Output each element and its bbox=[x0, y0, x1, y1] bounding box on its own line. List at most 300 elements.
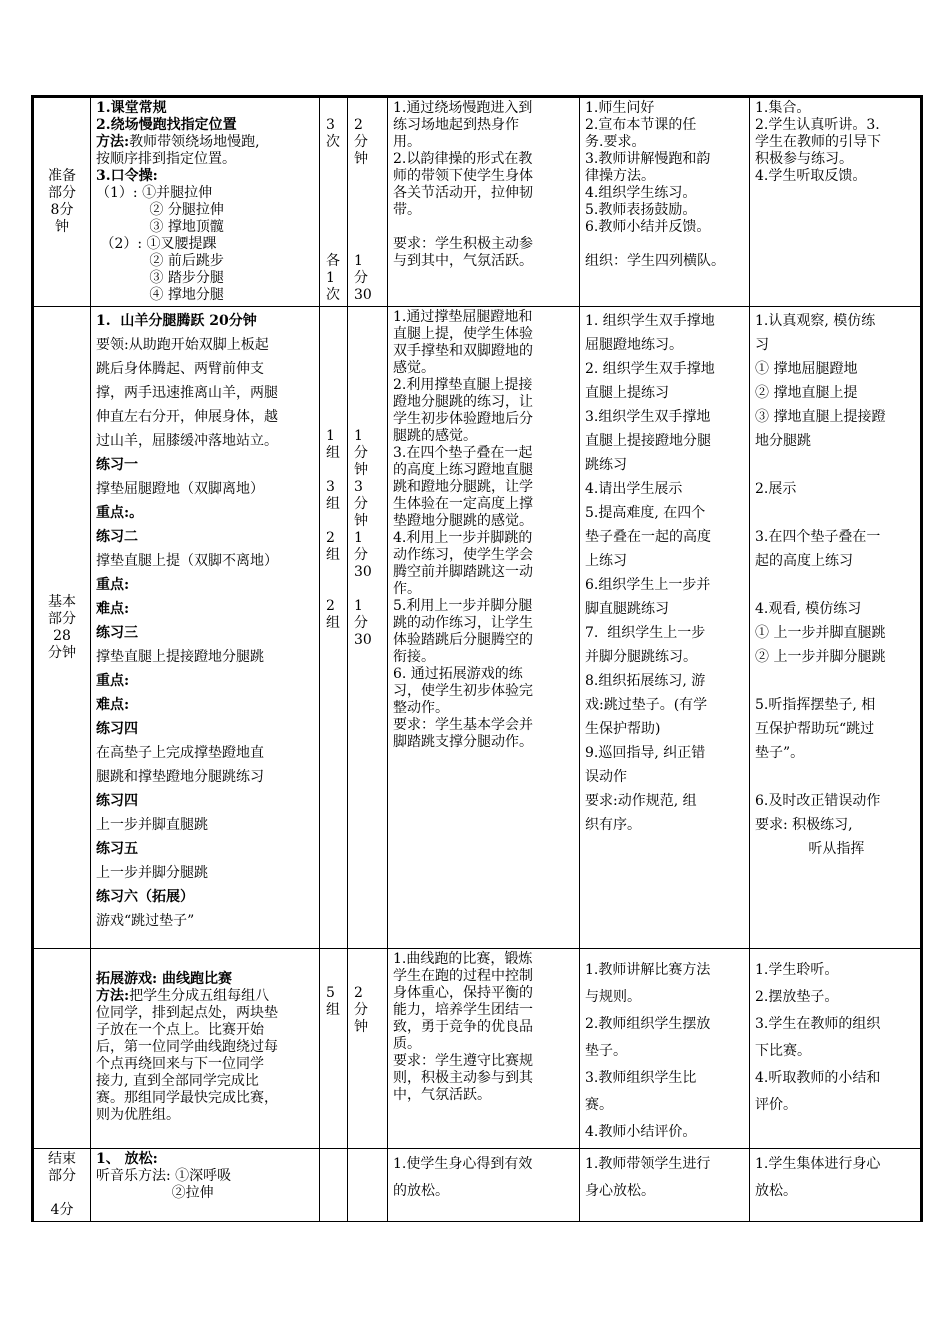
lesson-row bbox=[33, 97, 922, 307]
content-line bbox=[96, 202, 314, 219]
teacher-text: 8.组织拓展练习, 游 bbox=[585, 673, 706, 689]
content-cell bbox=[91, 307, 320, 949]
goal-text: 要求：学生遵守比赛规 bbox=[393, 1053, 533, 1069]
time-text bbox=[354, 343, 385, 360]
content-line bbox=[96, 100, 314, 117]
content-text-rest: 教师带领绕场地慢跑, bbox=[129, 134, 260, 150]
count-text bbox=[326, 951, 345, 968]
content-line bbox=[96, 333, 314, 357]
content-line bbox=[96, 885, 314, 909]
content-line bbox=[96, 117, 314, 134]
teacher-text: 3.教师讲解慢跑和韵 bbox=[585, 151, 711, 167]
content-line bbox=[96, 597, 314, 621]
teacher-text: 5.教师表扬鼓励。 bbox=[585, 202, 697, 218]
content-text: 伸直左右分开，伸展身体，越 bbox=[96, 409, 278, 425]
goal-text: 2.利用撑垫直腿上提接 bbox=[393, 377, 533, 393]
student-text: 习 bbox=[755, 337, 769, 353]
content-line bbox=[96, 1107, 314, 1124]
count-cell bbox=[320, 97, 348, 307]
content-line bbox=[96, 789, 314, 813]
content-text: 赛。那组同学最快完成比赛， bbox=[96, 1090, 278, 1106]
student-text: ② 撑地直腿上提 bbox=[755, 385, 858, 401]
section-text: 结束 bbox=[48, 1151, 76, 1167]
time-text: 3 bbox=[354, 479, 363, 495]
content-line bbox=[96, 1185, 314, 1202]
student-text: 3.学生在教师的组织 bbox=[755, 1016, 881, 1032]
teacher-text: 1.教师带领学生进行 bbox=[585, 1156, 711, 1172]
content-line bbox=[96, 1056, 314, 1073]
goal-text: 跳和蹬地分腿跳，让学 bbox=[393, 479, 533, 495]
section-text: 8分 bbox=[50, 202, 74, 218]
teacher-text: 律操方法。 bbox=[585, 168, 655, 184]
goal-text: 直腿上提，使学生体验 bbox=[393, 326, 533, 342]
count-text bbox=[326, 168, 345, 185]
content-text: 1.课堂常规 bbox=[96, 100, 167, 116]
student-text bbox=[755, 501, 915, 525]
student-text: ① 上一步并脚直腿跳 bbox=[755, 625, 886, 641]
content-text: 按顺序排到指定位置。 bbox=[96, 151, 236, 167]
content-line bbox=[96, 988, 314, 1005]
teacher-text: 垫子。 bbox=[585, 1043, 627, 1059]
section-text: 钟 bbox=[55, 219, 69, 235]
student-text: 垫子”。 bbox=[755, 745, 805, 761]
goal-text: 脚踏跳支撑分腿动作。 bbox=[393, 734, 533, 750]
content-line bbox=[96, 1005, 314, 1022]
content-text: 重点: bbox=[96, 577, 130, 593]
student-text: 地分腿跳 bbox=[755, 433, 811, 449]
content-line bbox=[96, 741, 314, 765]
teacher-text: 4.请出学生展示 bbox=[585, 481, 683, 497]
count-text bbox=[326, 343, 345, 360]
count-text bbox=[326, 236, 345, 253]
time-text bbox=[354, 185, 385, 202]
teacher-text: 直腿上提接蹬地分腿 bbox=[585, 433, 711, 449]
section-text: 分钟 bbox=[48, 644, 76, 661]
content-line bbox=[96, 1151, 314, 1168]
content-line bbox=[96, 219, 314, 236]
time-text: 钟 bbox=[354, 513, 368, 529]
time-text: 钟 bbox=[354, 462, 368, 478]
teacher-text: 垫子叠在一起的高度 bbox=[585, 529, 711, 545]
student-text: 5.听指挥摆垫子, 相 bbox=[755, 697, 876, 713]
content-text: ④ 撑地分腿 bbox=[96, 287, 224, 303]
teacher-cell bbox=[580, 1149, 750, 1222]
content-text: 方法: bbox=[96, 134, 130, 150]
count-text: 2 bbox=[326, 530, 335, 546]
content-text: 后，第一位同学曲线跑绕过每 bbox=[96, 1039, 278, 1055]
content-line bbox=[96, 573, 314, 597]
content-cell bbox=[91, 97, 320, 307]
content-line bbox=[96, 429, 314, 453]
goal-text: 能力，培养学生团结一 bbox=[393, 1002, 533, 1018]
content-line bbox=[96, 861, 314, 885]
student-text: ② 上一步并脚分腿跳 bbox=[755, 649, 886, 665]
teacher-cell bbox=[580, 307, 750, 949]
section-text: 4分 bbox=[50, 1202, 74, 1218]
count-text bbox=[326, 411, 345, 428]
goal-text: 则，积极主动参与到其 bbox=[393, 1070, 533, 1086]
time-cell bbox=[348, 1149, 388, 1222]
teacher-text: 6.组织学生上一步并 bbox=[585, 577, 711, 593]
content-line bbox=[96, 501, 314, 525]
goal-text: 身体重心，保持平衡的 bbox=[393, 985, 533, 1001]
time-text bbox=[354, 236, 385, 253]
goal-text: 双手撑垫和双脚蹬地的 bbox=[393, 343, 533, 359]
teacher-text: 与规则。 bbox=[585, 989, 641, 1005]
count-text bbox=[326, 377, 345, 394]
time-text: 分 bbox=[354, 270, 368, 286]
time-text bbox=[354, 202, 385, 219]
content-line bbox=[96, 270, 314, 287]
student-text bbox=[755, 453, 915, 477]
teacher-text: 6.教师小结并反馈。 bbox=[585, 219, 711, 235]
student-text: 4.学生听取反馈。 bbox=[755, 168, 867, 184]
content-line bbox=[96, 185, 314, 202]
count-text: 组 bbox=[326, 496, 340, 512]
student-text: 听从指挥 bbox=[755, 841, 865, 857]
time-text: 分 bbox=[354, 134, 368, 150]
goal-text: 的放松。 bbox=[393, 1183, 449, 1199]
time-text bbox=[354, 326, 385, 343]
goal-text: 腾空前并脚踏跳这一动 bbox=[393, 564, 533, 580]
goal-text: 整动作。 bbox=[393, 700, 449, 716]
count-cell bbox=[320, 1149, 348, 1222]
section-text: 基本 bbox=[48, 593, 76, 610]
teacher-text: 脚直腿跳练习 bbox=[585, 601, 669, 617]
student-text: 3.在四个垫子叠在一 bbox=[755, 529, 881, 545]
student-text bbox=[755, 765, 915, 789]
content-line bbox=[96, 693, 314, 717]
content-text: 3.口令操: bbox=[96, 168, 158, 184]
teacher-text: 赛。 bbox=[585, 1097, 613, 1113]
section-label bbox=[33, 97, 91, 307]
goal-text bbox=[393, 219, 574, 236]
teacher-text: 2. 组织学生双手撑地 bbox=[585, 361, 715, 377]
count-text: 次 bbox=[326, 134, 340, 150]
student-text: 互保护帮助玩“跳过 bbox=[755, 721, 875, 737]
count-text: 组 bbox=[326, 445, 340, 461]
content-text: 在高垫子上完成撑垫蹬地直 bbox=[96, 745, 264, 761]
content-text: 过山羊，屈膝缓冲落地站立。 bbox=[96, 433, 278, 449]
count-text: 1 bbox=[326, 428, 335, 444]
lesson-row bbox=[33, 307, 922, 949]
content-line bbox=[96, 813, 314, 837]
goal-text: 生体验在一定高度上撑 bbox=[393, 496, 533, 512]
content-line bbox=[96, 909, 314, 933]
count-text bbox=[326, 968, 345, 985]
time-text: 分 bbox=[354, 547, 368, 563]
content-text-rest: 把学生分成五组每组八 bbox=[129, 988, 270, 1004]
time-text: 分 bbox=[354, 496, 368, 512]
content-text: 上一步并脚分腿跳 bbox=[96, 865, 208, 881]
count-text bbox=[326, 219, 345, 236]
teacher-text: 组织：学生四列横队。 bbox=[585, 253, 725, 269]
content-text: （2）: ①叉腰提踝 bbox=[96, 236, 217, 252]
goal-text: 垫蹬地分腿跳的感觉。 bbox=[393, 513, 533, 529]
time-text bbox=[354, 377, 385, 394]
content-text: 2.绕场慢跑找指定位置 bbox=[96, 117, 237, 133]
content-line bbox=[96, 837, 314, 861]
teacher-text: 织有序。 bbox=[585, 817, 641, 833]
time-text bbox=[354, 100, 385, 117]
time-text bbox=[354, 968, 385, 985]
goal-text: 感觉。 bbox=[393, 360, 435, 376]
goal-text: 要求：学生基本学会并 bbox=[393, 717, 533, 733]
goal-text: 练习场地起到热身作 bbox=[393, 117, 519, 133]
lesson-row bbox=[33, 1149, 922, 1222]
goal-cell bbox=[388, 1149, 580, 1222]
count-text bbox=[326, 462, 345, 479]
content-line bbox=[96, 1090, 314, 1107]
student-text: ③ 撑地直腿上提接蹬 bbox=[755, 409, 886, 425]
content-text: 1、 放松: bbox=[96, 1151, 158, 1167]
goal-text: 腿跳的感觉。 bbox=[393, 428, 477, 444]
time-text: 1 bbox=[354, 598, 363, 614]
count-text: 组 bbox=[326, 1002, 340, 1018]
goal-text: 学生初步体验蹬地后分 bbox=[393, 411, 533, 427]
content-text: ③ 踏步分腿 bbox=[96, 270, 224, 286]
time-text: 分 bbox=[354, 445, 368, 461]
content-text: ③ 撑地顶髋 bbox=[96, 219, 224, 235]
content-line bbox=[96, 357, 314, 381]
time-text bbox=[354, 168, 385, 185]
content-text: 练习三 bbox=[96, 625, 138, 641]
goal-text: 衔接。 bbox=[393, 649, 435, 665]
content-text: 难点: bbox=[96, 697, 130, 713]
goal-text: 各关节活动开，拉伸韧 bbox=[393, 185, 533, 201]
count-cell bbox=[320, 949, 348, 1149]
content-text: 则为优胜组。 bbox=[96, 1107, 180, 1123]
content-line bbox=[96, 453, 314, 477]
content-line bbox=[96, 1022, 314, 1039]
student-text: 起的高度上练习 bbox=[755, 553, 853, 569]
student-text: 4.观看, 模仿练习 bbox=[755, 601, 862, 617]
content-text: 撑垫直腿上提（双脚不离地） bbox=[96, 553, 278, 569]
content-line bbox=[96, 525, 314, 549]
goal-text: 学生在跑的过程中控制 bbox=[393, 968, 533, 984]
goal-text: 要求：学生积极主动参 bbox=[393, 236, 533, 252]
goal-text: 致，勇于竞争的优良品 bbox=[393, 1019, 533, 1035]
goal-text: 1.曲线跑的比赛，锻炼 bbox=[393, 951, 533, 967]
student-text: ① 撑地屈腿蹬地 bbox=[755, 361, 858, 377]
content-text: ②拉伸 bbox=[96, 1185, 214, 1201]
goal-text: 体验踏跳后分腿腾空的 bbox=[393, 632, 533, 648]
content-line bbox=[96, 134, 314, 151]
section-label bbox=[33, 1149, 91, 1222]
content-text: 撑垫直腿上提接蹬地分腿跳 bbox=[96, 649, 264, 665]
count-text bbox=[326, 394, 345, 411]
teacher-text: 误动作 bbox=[585, 769, 627, 785]
teacher-text: 5.提高难度, 在四个 bbox=[585, 505, 706, 521]
goal-cell bbox=[388, 307, 580, 949]
time-text bbox=[354, 360, 385, 377]
student-text bbox=[755, 669, 915, 693]
section-text: 28 bbox=[53, 627, 71, 644]
teacher-text: 9.巡回指导, 纠正错 bbox=[585, 745, 706, 761]
content-text: 练习五 bbox=[96, 841, 138, 857]
goal-text: 作。 bbox=[393, 581, 421, 597]
content-line bbox=[96, 253, 314, 270]
goal-text: 与到其中，气氛活跃。 bbox=[393, 253, 533, 269]
content-text: ② 分腿拉伸 bbox=[96, 202, 224, 218]
content-text: 练习四 bbox=[96, 721, 138, 737]
time-cell bbox=[348, 97, 388, 307]
goal-text: 蹬地分腿跳的练习，让 bbox=[393, 394, 533, 410]
content-text: 1. 山羊分腿腾跃 20分钟 bbox=[96, 313, 257, 329]
time-text bbox=[354, 411, 385, 428]
goal-text: 3.在四个垫子叠在一起 bbox=[393, 445, 533, 461]
goal-text: 1.使学生身心得到有效 bbox=[393, 1156, 533, 1172]
student-cell bbox=[750, 949, 922, 1149]
count-cell bbox=[320, 307, 348, 949]
content-text: 撑，两手迅速推离山羊，两腿 bbox=[96, 385, 278, 401]
count-text: 次 bbox=[326, 287, 340, 303]
count-text: 5 bbox=[326, 985, 335, 1001]
teacher-text: 戏:跳过垫子。(有学 bbox=[585, 697, 708, 713]
teacher-text: 1.师生问好 bbox=[585, 100, 655, 116]
teacher-text: 1. 组织学生双手撑地 bbox=[585, 313, 715, 329]
goal-text: 动作练习，使学生学会 bbox=[393, 547, 533, 563]
content-text: 游戏“跳过垫子” bbox=[96, 913, 195, 929]
time-text: 2 bbox=[354, 985, 363, 1001]
time-text: 1 bbox=[354, 428, 363, 444]
content-text: 听音乐方法: ①深呼吸 bbox=[96, 1168, 232, 1184]
teacher-text: 直腿上提练习 bbox=[585, 385, 669, 401]
count-text: 组 bbox=[326, 615, 340, 631]
teacher-cell bbox=[580, 949, 750, 1149]
student-text: 1.集合。 bbox=[755, 100, 811, 116]
content-text: 子放在一个点上。比赛开始 bbox=[96, 1022, 264, 1038]
teacher-text: 并脚分腿跳练习。 bbox=[585, 649, 697, 665]
student-text bbox=[755, 573, 915, 597]
content-text: 位同学，排到起点处，两块垫 bbox=[96, 1005, 278, 1021]
goal-text: 用。 bbox=[393, 134, 421, 150]
student-text: 1.学生集体进行身心 bbox=[755, 1156, 881, 1172]
content-line bbox=[96, 1039, 314, 1056]
count-text bbox=[326, 564, 345, 581]
count-text bbox=[326, 326, 345, 343]
goal-text: 1.通过撑垫屈腿蹬地和 bbox=[393, 309, 533, 325]
student-text: 评价。 bbox=[755, 1097, 797, 1113]
time-text: 钟 bbox=[354, 1019, 368, 1035]
content-line bbox=[96, 1073, 314, 1090]
goal-text: 师的带领下使学生身体 bbox=[393, 168, 533, 184]
content-line bbox=[96, 168, 314, 185]
student-text: 学生在教师的引导下 bbox=[755, 134, 881, 150]
time-text bbox=[354, 309, 385, 326]
time-text bbox=[354, 581, 385, 598]
teacher-text bbox=[585, 236, 744, 253]
count-text: 3 bbox=[326, 479, 335, 495]
content-text: 重点: bbox=[96, 673, 130, 689]
count-text: 1 bbox=[326, 270, 335, 286]
student-text: 积极参与练习。 bbox=[755, 151, 853, 167]
content-line bbox=[96, 309, 314, 333]
content-line bbox=[96, 717, 314, 741]
content-line bbox=[96, 669, 314, 693]
time-text: 30 bbox=[354, 564, 372, 580]
student-cell bbox=[750, 1149, 922, 1222]
time-text: 分 bbox=[354, 615, 368, 631]
student-text: 2.摆放垫子。 bbox=[755, 989, 839, 1005]
count-text bbox=[326, 360, 345, 377]
section-label bbox=[33, 307, 91, 949]
student-text: 1.认真观察, 模仿练 bbox=[755, 313, 876, 329]
content-line bbox=[96, 477, 314, 501]
goal-text: 2.以韵律操的形式在教 bbox=[393, 151, 533, 167]
content-line bbox=[96, 151, 314, 168]
count-text bbox=[326, 185, 345, 202]
count-text bbox=[326, 202, 345, 219]
goal-text: 质。 bbox=[393, 1036, 421, 1052]
content-text: 撑垫屈腿蹬地（双脚离地） bbox=[96, 481, 264, 497]
section-text: 部分 bbox=[48, 610, 76, 627]
section-text: 部分 bbox=[48, 1168, 76, 1184]
student-text: 下比赛。 bbox=[755, 1043, 811, 1059]
time-text: 分 bbox=[354, 1002, 368, 1018]
content-text: 拓展游戏: 曲线跑比赛 bbox=[96, 971, 233, 987]
goal-text: 5.利用上一步并脚分腿 bbox=[393, 598, 533, 614]
teacher-cell bbox=[580, 97, 750, 307]
goal-text: 1.通过绕场慢跑进入到 bbox=[393, 100, 533, 116]
count-text: 组 bbox=[326, 547, 340, 563]
student-text: 2.学生认真听讲。3. bbox=[755, 117, 880, 133]
time-text bbox=[354, 951, 385, 968]
goal-text: 的高度上练习蹬地直腿 bbox=[393, 462, 533, 478]
content-line bbox=[96, 381, 314, 405]
content-line bbox=[96, 645, 314, 669]
content-text: 上一步并脚直腿跳 bbox=[96, 817, 208, 833]
student-text: 6.及时改正错误动作 bbox=[755, 793, 881, 809]
content-text: 要领:从助跑开始双脚上板起 bbox=[96, 337, 269, 353]
teacher-text: 身心放松。 bbox=[585, 1183, 655, 1199]
content-cell bbox=[91, 949, 320, 1149]
time-text: 1 bbox=[354, 253, 363, 269]
time-text: 2 bbox=[354, 117, 363, 133]
lesson-row bbox=[33, 949, 922, 1149]
content-text: 腿跳和撑垫蹬地分腿跳练习 bbox=[96, 769, 264, 785]
student-text: 2.展示 bbox=[755, 481, 797, 497]
content-line bbox=[96, 971, 314, 988]
student-cell bbox=[750, 97, 922, 307]
teacher-text: 3.教师组织学生比 bbox=[585, 1070, 697, 1086]
content-text: 方法: bbox=[96, 988, 130, 1004]
content-text: ② 前后跳步 bbox=[96, 253, 224, 269]
content-text: 接力, 直到全部同学完成比 bbox=[96, 1073, 259, 1089]
content-line bbox=[96, 405, 314, 429]
goal-text: 4.利用上一步并脚跳的 bbox=[393, 530, 533, 546]
teacher-text: 务.要求。 bbox=[585, 134, 646, 150]
content-text: 难点: bbox=[96, 601, 130, 617]
goal-text: 习，使学生初步体验完 bbox=[393, 683, 533, 699]
content-text: （1）: ①并腿拉伸 bbox=[96, 185, 213, 201]
teacher-text: 3.组织学生双手撑地 bbox=[585, 409, 711, 425]
count-text bbox=[326, 309, 345, 326]
content-line bbox=[96, 621, 314, 645]
time-text: 钟 bbox=[354, 151, 368, 167]
teacher-text: 7. 组织学生上一步 bbox=[585, 625, 706, 641]
goal-text: 中，气氛活跃。 bbox=[393, 1087, 491, 1103]
content-text: 练习四 bbox=[96, 793, 138, 809]
content-line bbox=[96, 287, 314, 304]
count-text bbox=[326, 581, 345, 598]
content-text: 练习一 bbox=[96, 457, 138, 473]
content-text: 跳后身体腾起、两臂前伸支 bbox=[96, 361, 264, 377]
time-text bbox=[354, 219, 385, 236]
teacher-text: 屈腿蹬地练习。 bbox=[585, 337, 683, 353]
count-text: 2 bbox=[326, 598, 335, 614]
teacher-text: 4.教师小结评价。 bbox=[585, 1124, 697, 1140]
